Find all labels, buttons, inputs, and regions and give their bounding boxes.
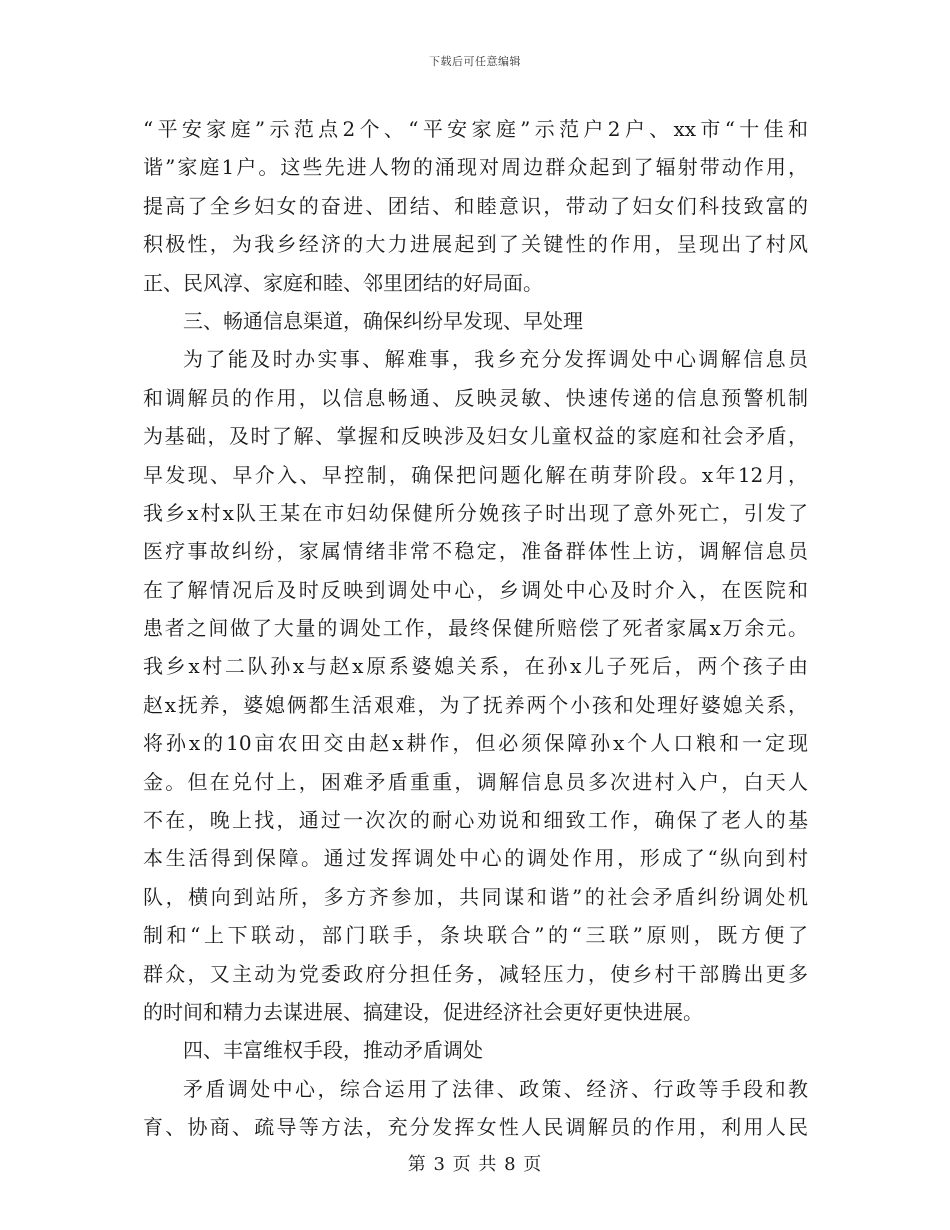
- text-line: 将孙x的10亩农田交由赵x耕作，但必须保障孙x个人口粮和一定现: [143, 731, 808, 756]
- text-line: 为了能及时办实事、解难事，我乡充分发挥调处中心调解信息员: [183, 347, 808, 372]
- text-line: 赵x抚养，婆媳俩都生活艰难，为了抚养两个小孩和处理好婆媳关系，: [143, 692, 808, 717]
- page-number-footer: 第 3 页 共 8 页: [407, 1154, 543, 1175]
- text-line: 队，横向到站所，多方齐参加，共同谋和谐”的社会矛盾纠纷调处机: [143, 884, 808, 909]
- text-line: 育、协商、疏导等方法，充分发挥女性人民调解员的作用，利用人民: [143, 1115, 808, 1140]
- text-line: 为基础，及时了解、掌握和反映涉及妇女儿童权益的家庭和社会矛盾，: [143, 424, 808, 449]
- text-line: 在了解情况后及时反映到调处中心，乡调处中心及时介入，在医院和: [143, 577, 808, 602]
- text-line: 本生活得到保障。通过发挥调处中心的调处作用，形成了“纵向到村: [143, 846, 808, 871]
- document-body: [143, 110, 808, 1147]
- text-line: “平安家庭”示范点2个、“平安家庭”示范户2户、xx市“十佳和: [143, 117, 808, 141]
- text-line: 四、丰富维权手段，推动矛盾调处: [183, 1038, 483, 1063]
- text-line: 早发现、早介入、早控制，确保把问题化解在萌芽阶段。x年12月，: [143, 462, 808, 487]
- page-header-note: 下载后可任意编辑: [429, 55, 521, 68]
- text-line: 正、民风淳、家庭和睦、邻里团结的好局面。: [143, 270, 543, 295]
- text-line: 医疗事故纠纷，家属情绪非常不稳定，准备群体性上访，调解信息员: [143, 539, 808, 564]
- text-line: 的时间和精力去谋进展、搞建设，促进经济社会更好更快进展。: [143, 999, 703, 1024]
- text-line: 和调解员的作用，以信息畅通、反映灵敏、快速传递的信息预警机制: [143, 385, 808, 410]
- text-line: 群众，又主动为党委政府分担任务，减轻压力，使乡村干部腾出更多: [143, 961, 808, 986]
- text-line: 提高了全乡妇女的奋进、团结、和睦意识，带动了妇女们科技致富的: [143, 193, 808, 218]
- text-line: 我乡x村x队王某在市妇幼保健所分娩孩子时出现了意外死亡，引发了: [143, 500, 808, 525]
- text-line: 矛盾调处中心，综合运用了法律、政策、经济、行政等手段和教: [183, 1076, 808, 1101]
- text-line: 制和“上下联动，部门联手，条块联合”的“三联”原则，既方便了: [143, 923, 808, 948]
- text-line: 金。但在兑付上，困难矛盾重重，调解信息员多次进村入户，白天人: [143, 769, 808, 794]
- text-line: 三、畅通信息渠道，确保纠纷早发现、早处理: [183, 308, 583, 333]
- text-line: 积极性，为我乡经济的大力进展起到了关键性的作用，呈现出了村风: [143, 232, 808, 257]
- text-line: 谐”家庭1户。这些先进人物的涌现对周边群众起到了辐射带动作用，: [143, 155, 808, 180]
- text-line: 患者之间做了大量的调处工作，最终保健所赔偿了死者家属x万余元。: [143, 616, 808, 641]
- text-line: 我乡x村二队孙x与赵x原系婆媳关系，在孙x儿子死后，两个孩子由: [143, 654, 808, 679]
- text-line: 不在，晚上找，通过一次次的耐心劝说和细致工作，确保了老人的基: [143, 808, 808, 833]
